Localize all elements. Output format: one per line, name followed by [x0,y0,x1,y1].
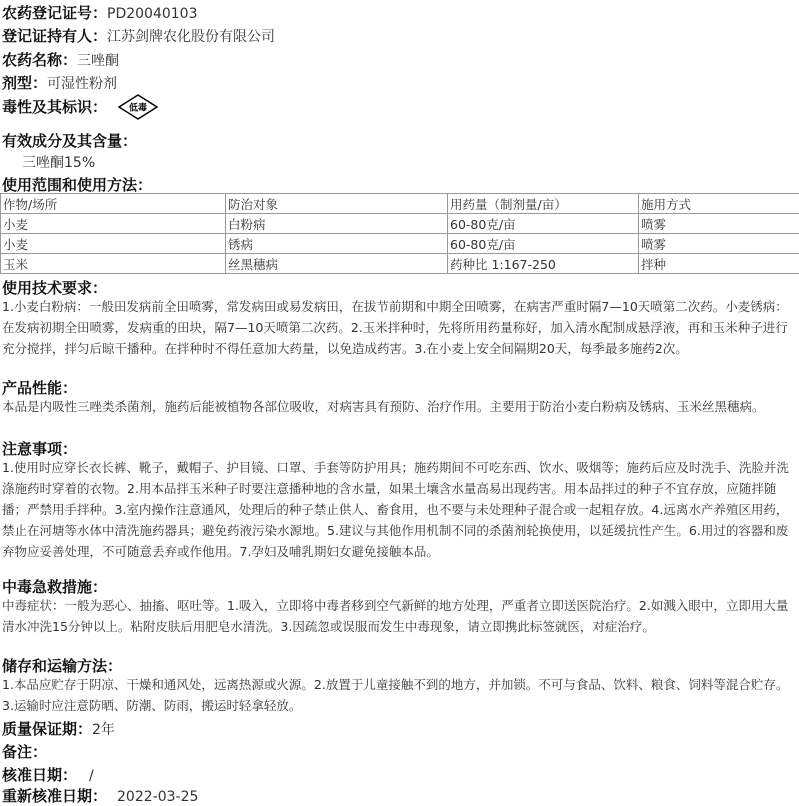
formulation-row [2,72,117,93]
table-row [1,214,799,234]
active-ingredient-value: 三唑酮15% [22,152,95,172]
approval-date-row [2,764,94,785]
technique-text: 1.小麦白粉病：一般田发病前全田喷雾，常发病田或易发病田，在拔节前期和中期全田喷雾，在病害严重时隔7—10天喷第二次药。小麦锈病：在发病初期全田喷雾，发病重的田块，隔7—10天喷第二次药。2.玉米拌种时，先将所用药量称好，加入清水配制成悬浮液，再和玉米种子进行充分搅拌，拌匀后晾干播种。在拌种时不得任意加大药量，以免造成药害。3.在小麦上安全间隔期20天，每季最多施药2次。 [2,296,798,359]
first-aid-heading: 中毒急救措施： [2,576,107,597]
shelf-life-row [2,718,115,739]
approval-date-label: 核准日期： [2,766,77,784]
registration-label: 农药登记证号： [2,4,107,22]
usage-col-crop: 作物/场所 [1,194,226,214]
performance-text: 本品是内吸性三唑类杀菌剂，施药后能被植物各部位吸收，对病害具有预防、治疗作用。主要用于防治小麦白粉病及锈病、玉米丝黑穗病。 [2,396,798,417]
toxicity-row [2,96,107,117]
first-aid-text: 中毒症状：一般为恶心、抽搐、呕吐等。1.吸入，立即将中毒者移到空气新鲜的地方处理，严重者立即送医院治疗。2.如溅入眼中，立即用大量清水冲洗15分钟以上。粘附皮肤后用肥皂水清洗。3.因疏忽或误服而发生中毒现象，请立即携此标签就医，对症治疗。 [2,595,798,637]
usage-col-dosage: 用药量（制剂量/亩） [448,194,639,214]
table-cell: 喷雾 [639,234,799,254]
table-row [1,254,799,274]
table-cell: 小麦 [1,234,226,254]
holder-label: 登记证持有人： [2,27,107,45]
precautions-text: 1.使用时应穿长衣长裤、靴子，戴帽子、护目镜、口罩、手套等防护用具；施药期间不可吃东西、饮水、吸烟等；施药后应及时洗手、洗脸并洗涤施药时穿着的衣物。2.用本品拌玉米种子时要注意播种地的含水量，如果土壤含水量高易出现药害。用本品拌过的种子不宜存放，应随拌随播；严禁用手拌种。3.室内操作注意通风，处理后的种子禁止供人、畜食用，也不要与未处理种子混合或一起粗存放。4.远离水产养殖区用药，禁止在河塘等水体中清洗施药器具；避免药液污染水源地。5.建议与其他作用机制不同的杀菌剂轮换使用，以延缓抗性产生。6.用过的容器和废弃物应妥善处理，不可随意丢弃或作他用。7.孕妇及哺乳期妇女避免接触本品。 [2,457,798,562]
usage-header-row [1,194,799,214]
holder-value: 江苏剑牌农化股份有限公司 [107,29,275,45]
table-row [1,234,799,254]
formulation-value: 可湿性粉剂 [47,76,117,92]
usage-table [0,193,799,274]
technique-heading: 使用技术要求： [2,277,107,298]
usage-heading: 使用范围和使用方法： [2,174,152,195]
badge-text: 低毒 [129,102,147,114]
table-cell: 喷雾 [639,214,799,234]
active-ingredient-heading: 有效成分及其含量： [2,130,137,151]
usage-col-method: 施用方式 [639,194,799,214]
table-cell: 丝黑穗病 [226,254,448,274]
precautions-heading: 注意事项： [2,438,77,459]
low-toxicity-badge-icon [118,94,158,120]
table-cell: 玉米 [1,254,226,274]
reapproval-date-label: 重新核准日期： [2,787,107,805]
reapproval-date-value: 2022-03-25 [117,789,198,805]
performance-heading: 产品性能： [2,377,77,398]
holder-row [2,25,275,46]
storage-heading: 储存和运输方法： [2,655,122,676]
storage-text: 1.本品应贮存于阴凉、干燥和通风处，远离热源或火源。2.放置于儿童接触不到的地方，并加锁。不可与食品、饮料、粮食、饲料等混合贮存。3.运输时应注意防晒、防潮、防雨，搬运时轻拿轻放。 [2,674,798,716]
registration-value: PD20040103 [107,6,197,22]
reapproval-date-row [2,785,198,806]
table-cell: 拌种 [639,254,799,274]
table-cell: 60-80克/亩 [448,234,639,254]
formulation-label: 剂型： [2,74,47,92]
remarks-label: 备注： [2,743,47,761]
approval-date-value: / [89,768,94,784]
table-cell: 60-80克/亩 [448,214,639,234]
toxicity-label: 毒性及其标识： [2,98,107,116]
shelf-life-label: 质量保证期： [2,720,92,738]
usage-col-target: 防治对象 [226,194,448,214]
table-cell: 白粉病 [226,214,448,234]
pesticide-name-value: 三唑酮 [77,53,119,69]
table-cell: 药种比 1:167-250 [448,254,639,274]
remarks-row [2,741,47,762]
pesticide-name-row [2,49,119,70]
table-cell: 小麦 [1,214,226,234]
registration-row [2,2,198,23]
shelf-life-value: 2年 [92,722,115,738]
table-cell: 锈病 [226,234,448,254]
pesticide-name-label: 农药名称： [2,51,77,69]
